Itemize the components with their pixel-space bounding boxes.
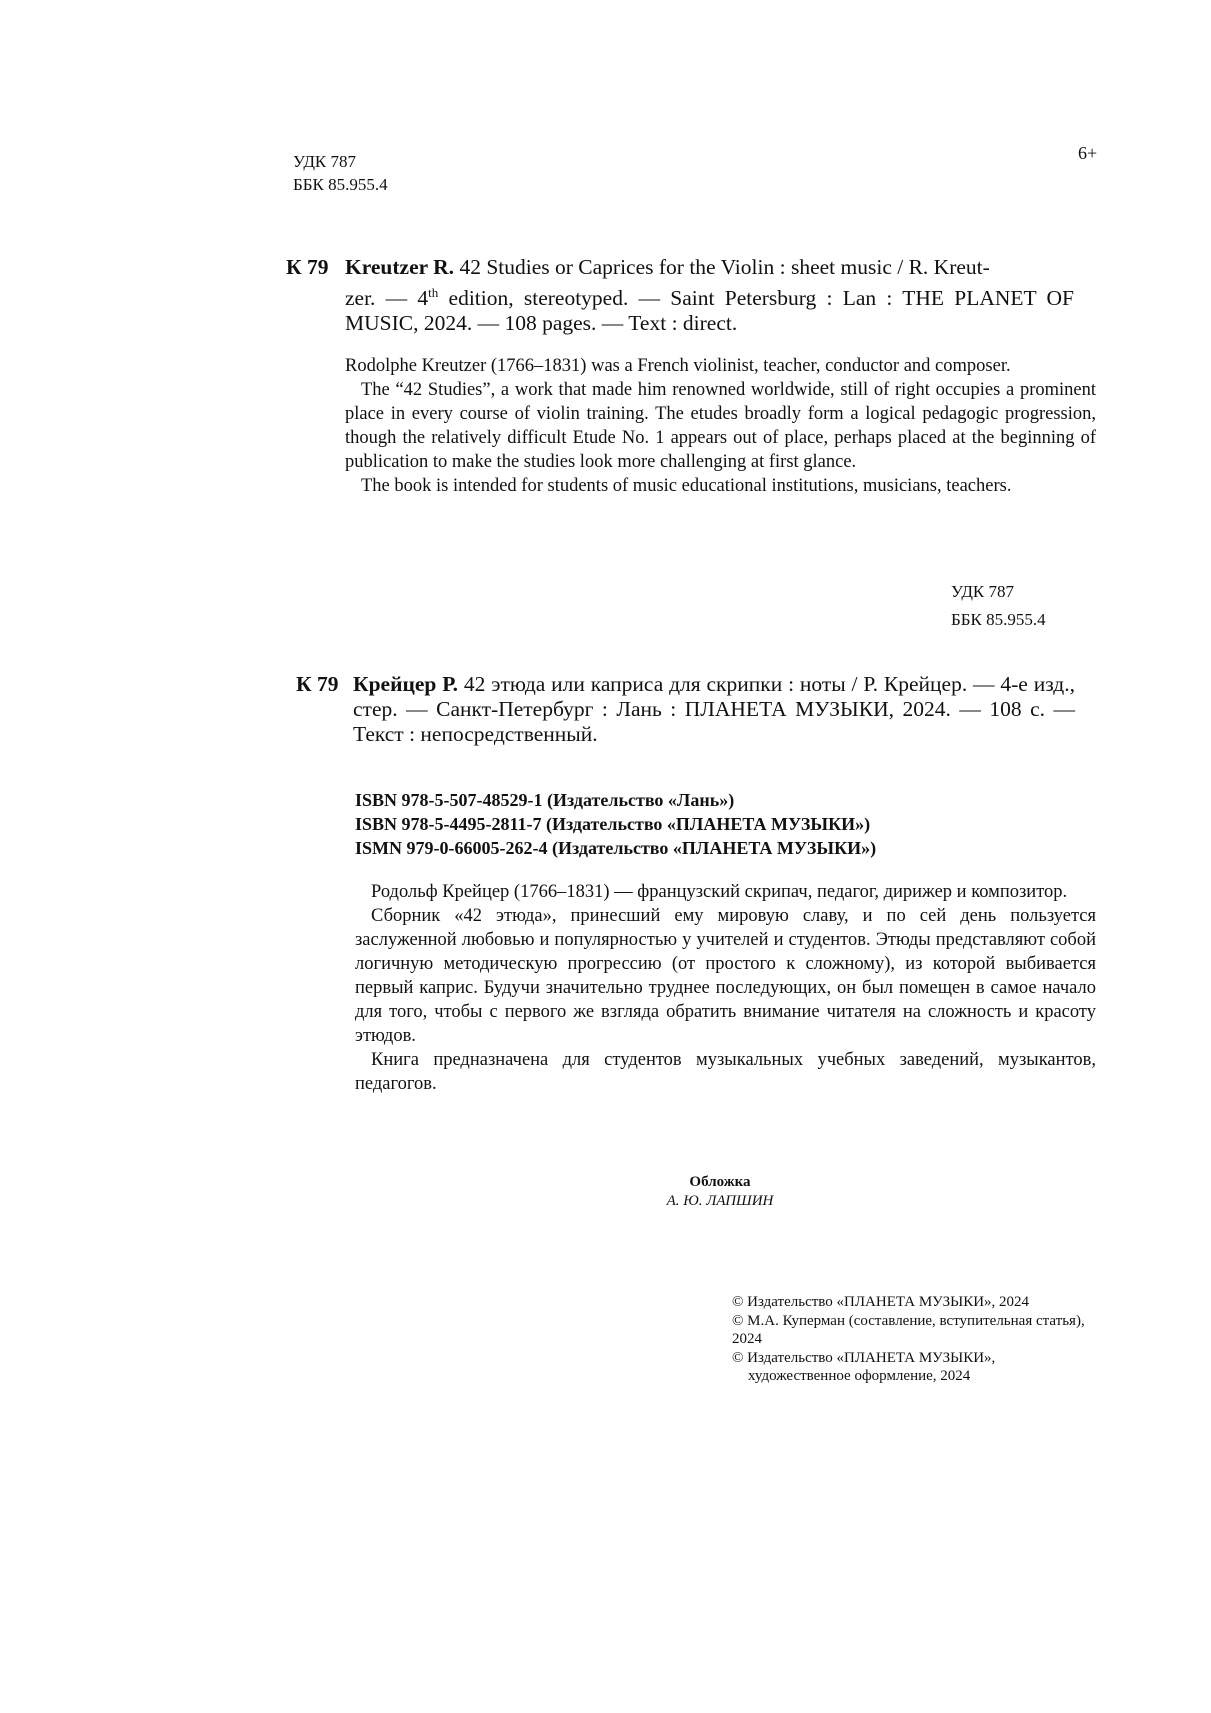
bib-title-line: 42 Studies or Caprices for the Violin : sheet music / R. Kreut- — [454, 255, 990, 279]
bib-description-en — [345, 255, 1074, 336]
author-name: Крейцер Р. — [353, 672, 459, 696]
cover-label: Обложка — [689, 1174, 751, 1190]
author-sign: К 79 — [286, 255, 329, 279]
copyright-line: © М.А. Куперман (составление, вступительная статья), 2024 — [732, 1312, 1085, 1347]
age-rating: 6+ — [1078, 143, 1098, 163]
isbn-line: ISBN 978-5-4495-2811-7 (Издательство «ПЛАНЕТА МУЗЫКИ») — [355, 814, 871, 834]
udk-code: УДК 787 — [951, 582, 1015, 601]
copyright-line: © Издательство «ПЛАНЕТА МУЗЫКИ», 2024 — [732, 1294, 1030, 1310]
cover-credit — [560, 1173, 880, 1211]
annotation-ru — [355, 880, 1096, 1096]
bib-edition-start: zer. — 4 — [345, 286, 429, 311]
bibliographic-entry-en — [286, 255, 1096, 335]
bib-description-ru — [353, 672, 1075, 747]
bibliographic-entry-ru — [296, 672, 1096, 752]
header-classification — [293, 150, 388, 196]
annotation-paragraph: The “42 Studies”, a work that made him renowned worldwide, still of right occupies a prominent place in every course of violin training. The etudes broadly form a logical pedagogic progression, though the relatively difficult Etude No. 1 appears out of place, perhaps placed at the beginning of publication to make the studies look more challenging at first glance. — [345, 380, 1096, 472]
bib-edition-rest: edition, stereotyped. — Saint Petersburg : Lan : THE PLANET OF MUSIC, 2024. — 108 pages. — Text : direct. — [345, 286, 1075, 336]
annotation-paragraph: Книга предназначена для студентов музыкальных учебных заведений, музыкантов, педагогов. — [355, 1050, 1096, 1094]
annotation-en — [345, 354, 1096, 498]
annotation-paragraph: The book is intended for students of music educational institutions, musicians, teachers. — [361, 476, 1012, 496]
udk-code: УДК 787 — [293, 152, 357, 171]
bbk-code: ББК 85.955.4 — [293, 175, 388, 194]
ismn-line: ISMN 979-0-66005-262-4 (Издательство «ПЛАНЕТА МУЗЫКИ») — [355, 838, 877, 858]
annotation-paragraph: Сборник «42 этюда», принесший ему мировую славу, и по сей день пользуется заслуженной любовью и популярностью у учителей и студентов. Этюды представляют собой логичную методическую прогрессию (от простого к сложному), из которой выбивается первый каприс. Будучи значительно труднее последующих, он был помещен в самое начало для того, чтобы с первого же взгляда обратить внимание читателя на сложность и красоту этюдов. — [355, 906, 1096, 1046]
copyright-block — [732, 1293, 1092, 1386]
author-sign: К 79 — [296, 672, 339, 696]
isbn-block — [355, 788, 876, 860]
author-name: Kreutzer R. — [345, 255, 455, 279]
edition-superscript: th — [428, 285, 439, 300]
annotation-paragraph: Родольф Крейцер (1766–1831) — французский скрипач, педагог, дирижер и композитор. — [371, 882, 1068, 902]
bbk-code: ББК 85.955.4 — [951, 610, 1046, 629]
classification-block — [951, 578, 1046, 634]
isbn-line: ISBN 978-5-507-48529-1 (Издательство «Лань») — [355, 790, 735, 810]
cover-artist: А. Ю. ЛАПШИН — [666, 1193, 774, 1209]
bib-title: 42 этюда или каприса для скрипки : ноты / Р. Крейцер. — 4-е изд., стер. — Санкт-Петербург : Лань : ПЛАНЕТА МУЗЫКИ, 2024. — 108 с. — Текст : непосредственный. — [353, 672, 1075, 746]
copyright-line: © Издательство «ПЛАНЕТА МУЗЫКИ», художественное оформление, 2024 — [732, 1349, 996, 1384]
annotation-paragraph: Rodolphe Kreutzer (1766–1831) was a French violinist, teacher, conductor and composer. — [345, 356, 1011, 376]
